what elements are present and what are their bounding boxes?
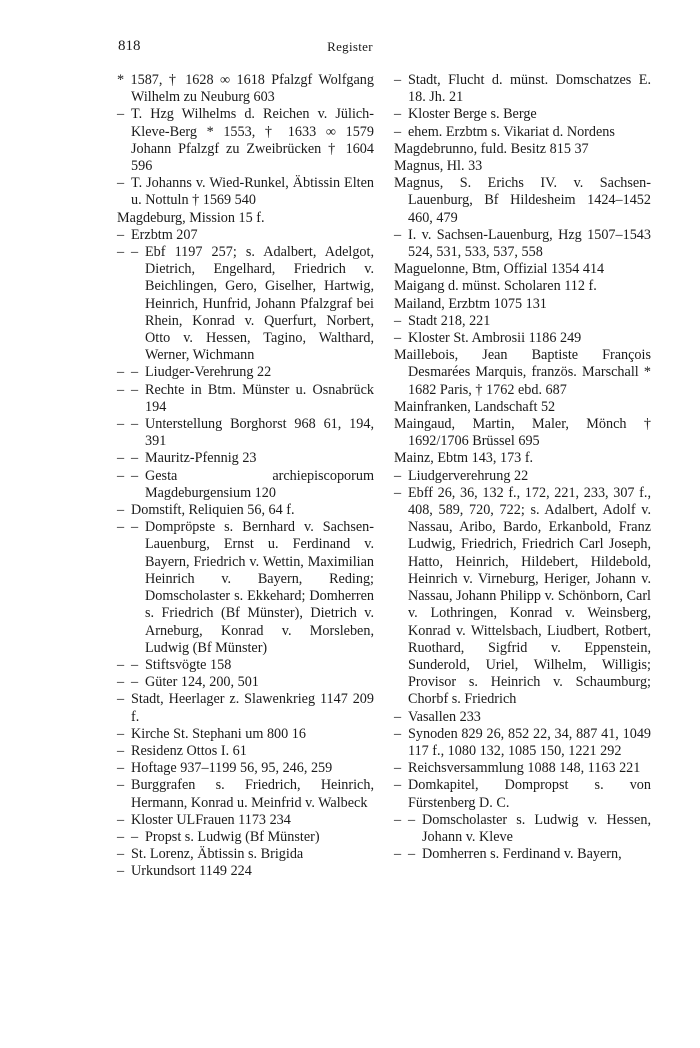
index-entry-text: Maingaud, Martin, Maler, Mönch † 1692/1706 Brüssel 695 <box>394 416 651 450</box>
level-dash: – <box>117 725 125 742</box>
level-dash: – <box>117 226 125 243</box>
level-dash: – <box>131 674 139 691</box>
level-dash: – <box>117 863 125 880</box>
index-entry <box>117 468 374 502</box>
index-entry <box>117 382 374 416</box>
index-entry-text: Hoftage 937–1199 56, 95, 246, 259 <box>131 760 333 777</box>
level-dash: – <box>394 330 402 347</box>
index-entry-text: Propst s. Ludwig (Bf Münster) <box>145 828 320 845</box>
level-dash: – <box>131 450 139 467</box>
index-entry <box>117 829 374 846</box>
level-dash: – <box>394 708 402 725</box>
index-column-left <box>117 72 374 881</box>
index-entry-text: * 1587, † 1628 ∞ 1618 Pfalzgf Wolfgang Wilhelm zu Neuburg 603 <box>117 72 374 106</box>
level-dash: – <box>117 846 125 863</box>
level-dash: – <box>394 312 402 329</box>
index-entry-text: Ebff 26, 36, 132 f., 172, 221, 233, 307 f., 408, 589, 720, 722; s. Adalbert, Adolf v. Nassau, Aribo, Bardo, Erkanbold, Franz Ludwig, Friedrich, Friedrich Carl Joseph, Hatto, Heinrich, Hildebert, Hildebold, Heinrich v. Virneburg, Heriger, Johann v. Nassau, Johann Philipp v. Schönborn, Carl v. Lothringen, Konrad v. Weinsberg, Konrad v. Wittelsbach, Liudbert, Rotbert, Ruothard, Sigfrid v. Eppenstein, Sunderold, Uriel, Wilhelm, Willigis; Provisor s. Heinrich v. Schaumburg; Chorbf s. Friedrich <box>408 484 651 708</box>
index-entry-text: ehem. Erzbtm s. Vikariat d. Nordens <box>408 123 615 140</box>
index-entry-text: Mainfranken, Landschaft 52 <box>394 398 556 415</box>
index-entry <box>117 450 374 467</box>
index-entry <box>394 141 651 158</box>
index-entry-text: Ebf 1197 257; s. Adalbert, Adelgot, Dietrich, Engelhard, Friedrich v. Beichlingen, Gero, Giselher, Hartwig, Heinrich, Hunfrid, Johann Pfalzgraf bei Rhein, Konrad v. Querfurt, Norbert, Otto v. Hessen, Tagino, Walthard, Werner, Wichmann <box>145 244 374 364</box>
index-entry-text: Mauritz-Pfennig 23 <box>145 450 257 467</box>
index-entry-text: Vasallen 233 <box>408 708 481 725</box>
index-entry <box>117 227 374 244</box>
level-dash: – <box>394 760 402 777</box>
index-column-right <box>394 72 651 863</box>
index-entry <box>394 158 651 175</box>
level-dash: – <box>394 484 402 501</box>
index-entry-text: Maguelonne, Btm, Offizial 1354 414 <box>394 261 605 278</box>
index-entry <box>117 812 374 829</box>
index-entry-text: Magnus, S. Erichs IV. v. Sachsen-Lauenburg, Bf Hildesheim 1424–1452 460, 479 <box>394 175 651 226</box>
index-entry <box>394 296 651 313</box>
index-entry-text: Kloster Berge s. Berge <box>408 106 537 123</box>
index-entry-text: Liudger-Verehrung 22 <box>145 364 272 381</box>
index-entry-text: St. Lorenz, Äbtissin s. Brigida <box>131 846 304 863</box>
index-entry <box>117 691 374 725</box>
level-dash: – <box>408 846 416 863</box>
level-dash: – <box>131 416 139 433</box>
level-dash: – <box>131 656 139 673</box>
level-dash: – <box>394 846 402 863</box>
index-entry <box>117 210 374 227</box>
index-entry-text: Reichsversammlung 1088 148, 1163 221 <box>408 760 641 777</box>
index-entry <box>117 519 374 657</box>
index-entry <box>117 106 374 175</box>
index-entry <box>117 760 374 777</box>
level-dash: – <box>394 123 402 140</box>
index-entry-text: Kloster St. Ambrosii 1186 249 <box>408 330 582 347</box>
level-dash: – <box>117 742 125 759</box>
level-dash: – <box>394 226 402 243</box>
index-entry <box>394 485 651 709</box>
index-entry <box>394 468 651 485</box>
level-dash: – <box>117 175 125 192</box>
index-entry-text: Stiftsvögte 158 <box>145 656 232 673</box>
index-entry-text: Dompröpste s. Bernhard v. Sachsen-Lauenburg, Ernst u. Ferdinand v. Bayern, Friedrich v. Wettin, Maximilian Heinrich v. Bayern, Reding; Domscholaster s. Ekkehard; Domherren s. Friedrich (Bf Münster), Dietrich v. Arneburg, Konrad v. Morsleben, Ludwig (Bf Münster) <box>145 519 374 656</box>
level-dash: – <box>394 811 402 828</box>
level-dash: – <box>117 656 125 673</box>
level-dash: – <box>131 364 139 381</box>
level-dash: – <box>131 519 139 536</box>
index-entry-text: Domstift, Reliquien 56, 64 f. <box>131 502 295 519</box>
level-dash: – <box>131 467 139 484</box>
level-dash: – <box>131 828 139 845</box>
index-entry <box>117 175 374 209</box>
index-entry-text: T. Johanns v. Wied-Runkel, Äbtissin Elten u. Nottuln † 1569 540 <box>131 175 374 209</box>
index-entry-text: Güter 124, 200, 501 <box>145 674 259 691</box>
index-entry-text: Domkapitel, Dompropst s. von Fürstenberg D. C. <box>408 777 651 811</box>
index-entry-text: Magdeburg, Mission 15 f. <box>117 209 265 226</box>
index-entry <box>394 416 651 450</box>
index-entry-text: Maillebois, Jean Baptiste François Desmarées Marquis, französ. Marschall * 1682 Paris, † 1762 ebd. 687 <box>394 347 651 398</box>
index-entry-text: T. Hzg Wilhelms d. Reichen v. Jülich-Kleve-Berg * 1553, † 1633 ∞ 1579 Johann Pfalzgf zu Zweibrücken † 1604 596 <box>131 106 374 175</box>
index-entry <box>394 227 651 261</box>
level-dash: – <box>408 811 416 828</box>
running-head: Register <box>327 39 373 54</box>
index-entry-text: Kloster ULFrauen 1173 234 <box>131 811 291 828</box>
level-dash: – <box>117 828 125 845</box>
level-dash: – <box>394 467 402 484</box>
index-entry <box>117 416 374 450</box>
index-entry-text: Burggrafen s. Friedrich, Heinrich, Hermann, Konrad u. Meinfrid v. Walbeck <box>131 777 374 811</box>
level-dash: – <box>117 519 125 536</box>
index-entry <box>117 657 374 674</box>
index-entry <box>394 330 651 347</box>
index-entry <box>394 72 651 106</box>
level-dash: – <box>394 72 402 88</box>
index-entry <box>394 812 651 846</box>
level-dash: – <box>394 725 402 742</box>
index-entry <box>117 863 374 880</box>
index-entry-text: Residenz Ottos I. 61 <box>131 742 247 759</box>
level-dash: – <box>117 381 125 398</box>
index-entry-text: I. v. Sachsen-Lauenburg, Hzg 1507–1543 524, 531, 533, 537, 558 <box>408 226 651 261</box>
index-entry <box>394 760 651 777</box>
index-entry-text: Rechte in Btm. Münster u. Osnabrück 194 <box>145 381 374 415</box>
index-entry-text: Magnus, Hl. 33 <box>394 158 483 175</box>
index-entry <box>117 674 374 691</box>
index-entry <box>394 313 651 330</box>
index-entry-text: Stadt, Flucht d. münst. Domschatzes E. 18. Jh. 21 <box>408 72 651 106</box>
index-entry <box>394 846 651 863</box>
index-entry-text: Stadt 218, 221 <box>408 312 491 329</box>
page-number: 818 <box>118 38 141 54</box>
index-entry-text: Mailand, Erzbtm 1075 131 <box>394 295 547 312</box>
level-dash: – <box>131 381 139 398</box>
index-entry <box>117 726 374 743</box>
level-dash: – <box>117 244 125 261</box>
level-dash: – <box>394 106 402 123</box>
level-dash: – <box>117 467 125 484</box>
index-entry <box>394 261 651 278</box>
index-entry <box>394 726 651 760</box>
level-dash: – <box>117 106 125 123</box>
level-dash: – <box>117 674 125 691</box>
level-dash: – <box>394 777 402 794</box>
index-entry <box>394 709 651 726</box>
level-dash: – <box>117 777 125 794</box>
level-dash: – <box>117 691 125 708</box>
level-dash: – <box>117 502 125 519</box>
level-dash: – <box>117 760 125 777</box>
index-entry <box>117 364 374 381</box>
index-entry <box>394 175 651 227</box>
index-entry-text: Mainz, Ebtm 143, 173 f. <box>394 450 534 467</box>
level-dash: – <box>117 811 125 828</box>
index-entry-text: Liudgerverehrung 22 <box>408 467 529 484</box>
index-entry <box>117 244 374 364</box>
index-entry-text: Kirche St. Stephani um 800 16 <box>131 725 306 742</box>
index-entry <box>394 124 651 141</box>
index-entry-text: Synoden 829 26, 852 22, 34, 887 41, 1049 117 f., 1080 132, 1085 150, 1221 292 <box>408 725 651 759</box>
level-dash: – <box>117 450 125 467</box>
index-entry <box>394 106 651 123</box>
index-entry-text: Stadt, Heerlager z. Slawenkrieg 1147 209 f. <box>131 691 374 725</box>
index-entry <box>117 743 374 760</box>
index-entry-text: Magdebrunno, fuld. Besitz 815 37 <box>394 140 589 157</box>
index-entry <box>117 72 374 106</box>
level-dash: – <box>117 416 125 433</box>
index-entry <box>394 450 651 467</box>
index-entry <box>394 777 651 811</box>
index-entry-text: Domscholaster s. Ludwig v. Hessen, Johann v. Kleve <box>422 811 651 845</box>
index-entry-text: Domherren s. Ferdinand v. Bayern, <box>422 846 622 863</box>
index-entry-text: Maigang d. münst. Scholaren 112 f. <box>394 278 597 295</box>
index-entry <box>394 347 651 399</box>
index-entry <box>394 399 651 416</box>
index-entry <box>394 278 651 295</box>
index-entry-text: Unterstellung Borghorst 968 61, 194, 391 <box>145 416 374 450</box>
level-dash: – <box>131 244 139 261</box>
index-entry <box>117 846 374 863</box>
index-entry-text: Erzbtm 207 <box>131 226 198 243</box>
index-entry-text: Gesta archiepiscoporum Magdeburgensium 120 <box>145 467 374 501</box>
level-dash: – <box>117 364 125 381</box>
index-entry <box>117 777 374 811</box>
index-entry-text: Urkundsort 1149 224 <box>131 863 252 880</box>
index-entry <box>117 502 374 519</box>
